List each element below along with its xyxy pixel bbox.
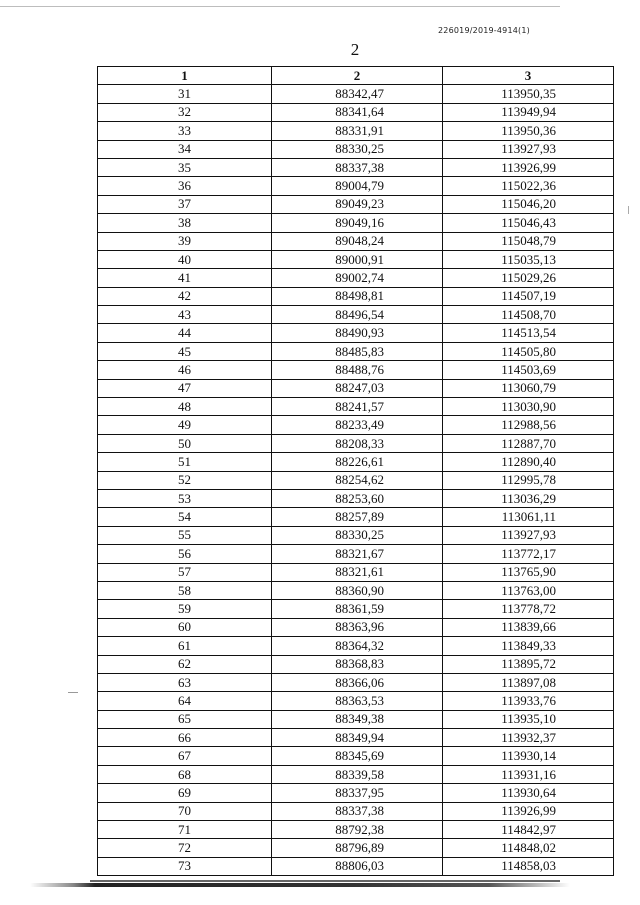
table-row <box>98 526 614 544</box>
y-coordinate-cell: 112988,56 <box>443 416 614 434</box>
y-coordinate-cell: 113765,90 <box>443 563 614 581</box>
x-coordinate-cell: 88368,83 <box>272 655 443 673</box>
table-row <box>98 563 614 581</box>
x-coordinate-cell: 88208,33 <box>272 434 443 452</box>
point-number-cell: 38 <box>98 214 272 232</box>
top-border-line <box>0 6 560 7</box>
y-coordinate-cell: 113931,16 <box>443 765 614 783</box>
x-coordinate-cell: 89048,24 <box>272 232 443 250</box>
table-row <box>98 122 614 140</box>
x-coordinate-cell: 88337,38 <box>272 158 443 176</box>
x-coordinate-cell: 88342,47 <box>272 85 443 103</box>
point-number-cell: 48 <box>98 398 272 416</box>
y-coordinate-cell: 113060,79 <box>443 379 614 397</box>
x-coordinate-cell: 89000,91 <box>272 250 443 268</box>
x-coordinate-cell: 88341,64 <box>272 103 443 121</box>
point-number-cell: 60 <box>98 618 272 636</box>
point-number-cell: 67 <box>98 747 272 765</box>
table-row <box>98 158 614 176</box>
point-number-cell: 49 <box>98 416 272 434</box>
table-row <box>98 839 614 857</box>
y-coordinate-cell: 113036,29 <box>443 489 614 507</box>
x-coordinate-cell: 89049,23 <box>272 195 443 213</box>
y-coordinate-cell: 113933,76 <box>443 692 614 710</box>
table-row <box>98 857 614 875</box>
point-number-cell: 64 <box>98 692 272 710</box>
table-row <box>98 673 614 691</box>
table-row <box>98 471 614 489</box>
y-coordinate-cell: 113763,00 <box>443 581 614 599</box>
point-number-cell: 36 <box>98 177 272 195</box>
x-coordinate-cell: 88254,62 <box>272 471 443 489</box>
point-number-cell: 45 <box>98 342 272 360</box>
table-row <box>98 416 614 434</box>
point-number-cell: 41 <box>98 269 272 287</box>
y-coordinate-cell: 115029,26 <box>443 269 614 287</box>
y-coordinate-cell: 113930,64 <box>443 784 614 802</box>
x-coordinate-cell: 88490,93 <box>272 324 443 342</box>
y-coordinate-cell: 113839,66 <box>443 618 614 636</box>
point-number-cell: 61 <box>98 637 272 655</box>
x-coordinate-cell: 88330,25 <box>272 140 443 158</box>
table-row <box>98 747 614 765</box>
table-body <box>98 85 614 876</box>
x-coordinate-cell: 88360,90 <box>272 581 443 599</box>
table-header-row <box>98 67 614 85</box>
point-number-cell: 70 <box>98 802 272 820</box>
x-coordinate-cell: 89049,16 <box>272 214 443 232</box>
scan-bottom-line <box>90 880 560 882</box>
point-number-cell: 31 <box>98 85 272 103</box>
table-row <box>98 195 614 213</box>
y-coordinate-cell: 112890,40 <box>443 453 614 471</box>
table-row <box>98 177 614 195</box>
point-number-cell: 50 <box>98 434 272 452</box>
point-number-cell: 44 <box>98 324 272 342</box>
y-coordinate-cell: 113950,36 <box>443 122 614 140</box>
table-row <box>98 655 614 673</box>
x-coordinate-cell: 88321,61 <box>272 563 443 581</box>
x-coordinate-cell: 88796,89 <box>272 839 443 857</box>
table-row <box>98 140 614 158</box>
point-number-cell: 43 <box>98 306 272 324</box>
table-row <box>98 103 614 121</box>
y-coordinate-cell: 115035,13 <box>443 250 614 268</box>
y-coordinate-cell: 113778,72 <box>443 600 614 618</box>
table-row <box>98 250 614 268</box>
x-coordinate-cell: 88241,57 <box>272 398 443 416</box>
point-number-cell: 37 <box>98 195 272 213</box>
x-coordinate-cell: 88233,49 <box>272 416 443 434</box>
table-row <box>98 214 614 232</box>
table-row <box>98 85 614 103</box>
x-coordinate-cell: 88321,67 <box>272 545 443 563</box>
y-coordinate-cell: 114848,02 <box>443 839 614 857</box>
y-coordinate-cell: 115022,36 <box>443 177 614 195</box>
table-row <box>98 453 614 471</box>
point-number-cell: 56 <box>98 545 272 563</box>
y-coordinate-cell: 115046,20 <box>443 195 614 213</box>
y-coordinate-cell: 115048,79 <box>443 232 614 250</box>
table-row <box>98 489 614 507</box>
y-coordinate-cell: 113949,94 <box>443 103 614 121</box>
y-coordinate-cell: 113030,90 <box>443 398 614 416</box>
y-coordinate-cell: 112995,78 <box>443 471 614 489</box>
x-coordinate-cell: 88806,03 <box>272 857 443 875</box>
y-coordinate-cell: 113926,99 <box>443 802 614 820</box>
table-row <box>98 398 614 416</box>
x-coordinate-cell: 88366,06 <box>272 673 443 691</box>
point-number-cell: 68 <box>98 765 272 783</box>
point-number-cell: 52 <box>98 471 272 489</box>
table-row <box>98 581 614 599</box>
point-number-cell: 57 <box>98 563 272 581</box>
y-coordinate-cell: 113927,93 <box>443 526 614 544</box>
point-number-cell: 69 <box>98 784 272 802</box>
table-row <box>98 802 614 820</box>
table-row <box>98 324 614 342</box>
scan-margin-mark <box>68 692 78 693</box>
scan-bottom-edge <box>30 883 570 887</box>
y-coordinate-cell: 113927,93 <box>443 140 614 158</box>
x-coordinate-cell: 88337,95 <box>272 784 443 802</box>
table-row <box>98 269 614 287</box>
table-row <box>98 361 614 379</box>
column-header: 1 <box>98 67 272 85</box>
point-number-cell: 58 <box>98 581 272 599</box>
table-row <box>98 618 614 636</box>
y-coordinate-cell: 113950,35 <box>443 85 614 103</box>
y-coordinate-cell: 113897,08 <box>443 673 614 691</box>
y-coordinate-cell: 114858,03 <box>443 857 614 875</box>
point-number-cell: 47 <box>98 379 272 397</box>
point-number-cell: 72 <box>98 839 272 857</box>
point-number-cell: 40 <box>98 250 272 268</box>
x-coordinate-cell: 89002,74 <box>272 269 443 287</box>
x-coordinate-cell: 88257,89 <box>272 508 443 526</box>
point-number-cell: 34 <box>98 140 272 158</box>
table-row <box>98 692 614 710</box>
x-coordinate-cell: 88337,38 <box>272 802 443 820</box>
point-number-cell: 59 <box>98 600 272 618</box>
point-number-cell: 63 <box>98 673 272 691</box>
y-coordinate-cell: 113849,33 <box>443 637 614 655</box>
point-number-cell: 46 <box>98 361 272 379</box>
x-coordinate-cell: 88330,25 <box>272 526 443 544</box>
y-coordinate-cell: 113772,17 <box>443 545 614 563</box>
y-coordinate-cell: 113932,37 <box>443 729 614 747</box>
y-coordinate-cell: 112887,70 <box>443 434 614 452</box>
x-coordinate-cell: 88339,58 <box>272 765 443 783</box>
table-row <box>98 287 614 305</box>
y-coordinate-cell: 114505,80 <box>443 342 614 360</box>
point-number-cell: 54 <box>98 508 272 526</box>
y-coordinate-cell: 114513,54 <box>443 324 614 342</box>
table-row <box>98 821 614 839</box>
point-number-cell: 55 <box>98 526 272 544</box>
table-row <box>98 637 614 655</box>
scan-edge-mark <box>628 206 629 214</box>
table-row <box>98 710 614 728</box>
y-coordinate-cell: 114507,19 <box>443 287 614 305</box>
x-coordinate-cell: 88349,94 <box>272 729 443 747</box>
table-row <box>98 306 614 324</box>
point-number-cell: 39 <box>98 232 272 250</box>
x-coordinate-cell: 89004,79 <box>272 177 443 195</box>
point-number-cell: 65 <box>98 710 272 728</box>
y-coordinate-cell: 113061,11 <box>443 508 614 526</box>
table-row <box>98 729 614 747</box>
point-number-cell: 66 <box>98 729 272 747</box>
point-number-cell: 71 <box>98 821 272 839</box>
x-coordinate-cell: 88363,96 <box>272 618 443 636</box>
y-coordinate-cell: 113935,10 <box>443 710 614 728</box>
point-number-cell: 51 <box>98 453 272 471</box>
point-number-cell: 35 <box>98 158 272 176</box>
x-coordinate-cell: 88792,38 <box>272 821 443 839</box>
y-coordinate-cell: 115046,43 <box>443 214 614 232</box>
y-coordinate-cell: 114842,97 <box>443 821 614 839</box>
y-coordinate-cell: 114508,70 <box>443 306 614 324</box>
column-header: 2 <box>272 67 443 85</box>
table-row <box>98 342 614 360</box>
x-coordinate-cell: 88363,53 <box>272 692 443 710</box>
point-number-cell: 62 <box>98 655 272 673</box>
table-row <box>98 545 614 563</box>
point-number-cell: 42 <box>98 287 272 305</box>
x-coordinate-cell: 88226,61 <box>272 453 443 471</box>
x-coordinate-cell: 88496,54 <box>272 306 443 324</box>
table-row <box>98 379 614 397</box>
y-coordinate-cell: 113930,14 <box>443 747 614 765</box>
x-coordinate-cell: 88361,59 <box>272 600 443 618</box>
table-row <box>98 784 614 802</box>
page-number: 2 <box>350 40 360 59</box>
x-coordinate-cell: 88331,91 <box>272 122 443 140</box>
document-reference: 226019/2019-4914(1) <box>438 26 530 35</box>
table-row <box>98 765 614 783</box>
x-coordinate-cell: 88488,76 <box>272 361 443 379</box>
x-coordinate-cell: 88498,81 <box>272 287 443 305</box>
x-coordinate-cell: 88349,38 <box>272 710 443 728</box>
x-coordinate-cell: 88364,32 <box>272 637 443 655</box>
y-coordinate-cell: 113926,99 <box>443 158 614 176</box>
x-coordinate-cell: 88253,60 <box>272 489 443 507</box>
column-header: 3 <box>443 67 614 85</box>
coordinates-table <box>97 66 614 876</box>
x-coordinate-cell: 88247,03 <box>272 379 443 397</box>
point-number-cell: 33 <box>98 122 272 140</box>
y-coordinate-cell: 114503,69 <box>443 361 614 379</box>
table-row <box>98 508 614 526</box>
point-number-cell: 32 <box>98 103 272 121</box>
table-row <box>98 232 614 250</box>
x-coordinate-cell: 88345,69 <box>272 747 443 765</box>
x-coordinate-cell: 88485,83 <box>272 342 443 360</box>
table-row <box>98 434 614 452</box>
point-number-cell: 73 <box>98 857 272 875</box>
point-number-cell: 53 <box>98 489 272 507</box>
table-row <box>98 600 614 618</box>
y-coordinate-cell: 113895,72 <box>443 655 614 673</box>
